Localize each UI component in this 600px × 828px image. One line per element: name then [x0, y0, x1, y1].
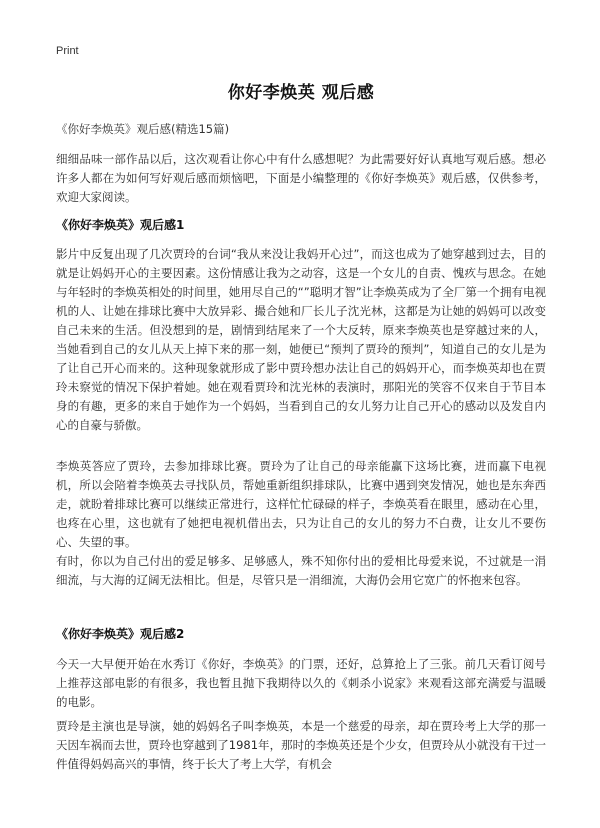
document-title: 你好李焕英 观后感 [227, 83, 375, 103]
intro-paragraph: 细细品味一部作品以后，这次观看让你心中有什么感想呢？为此需要好好认真地写观后感。想必许多人都在为如何写好观后感而烦恼吧，下面是小编整理的《你好李焕英》观后感，仅供参考，欢迎大家阅读。 [56, 152, 546, 204]
section-paragraph: 李焕英答应了贾玲，去参加排球比赛。贾玲为了让自己的母亲能赢下这场比赛，进而赢下电视机，所以会陪着李焕英去寻找队员，帮她重新组织排球队，比赛中遇到突发情况，她也是东奔西走，就盼着排球比赛可以继续正常进行，这样忙忙碌碌的样子，李焕英看在眼里，感动在心里，也疼在心里，这也就有了她把电视机借出去，只为让自己的女儿的努力不白费，让女儿不要伤心、失望的事。 [56, 459, 546, 549]
section-1-body [56, 245, 546, 435]
section-paragraph: 贾玲是主演也是导演，她的妈妈名子叫李焕英，本是一个慈爱的母亲，却在贾玲考上大学的那一天因车祸而去世，贾玲也穿越到了1981年，那时的李焕英还是个少女，但贾玲从小就没有干过一件值得妈妈高兴的事情，终于长大了考上大学，有机会 [56, 719, 546, 771]
section-2-body [56, 655, 546, 712]
section-2-body-2 [56, 717, 546, 774]
intro-block [56, 150, 546, 207]
section-paragraph: 有时，你以为自己付出的爱足够多、足够感人，殊不知你付出的爱相比母爱来说，不过就是一涓细流，与大海的辽阔无法相比。但是，尽管只是一涓细流，大海仍会用它宽广的怀抱来包容。 [56, 554, 546, 587]
section-1-body-2 [56, 457, 546, 552]
document-subtitle: 《你好李焕英》观后感(精选15篇) [56, 122, 230, 136]
section-heading: 《你好李焕英》观后感1 [56, 218, 185, 232]
section-heading: 《你好李焕英》观后感2 [56, 627, 185, 641]
section-1-body-3 [56, 552, 546, 590]
section-2 [56, 625, 546, 642]
document-page [56, 0, 546, 828]
section-paragraph: 影片中反复出现了几次贾玲的台词“我从来没让我妈开心过”，而这也成为了她穿越到过去，目的就是让妈妈开心的主要因素。这份情感让我为之动容，这是一个女儿的自责、愧疚与思念。在她与年轻时的李焕英相处的时间里，她用尽自己的“”聪明才智”让李焕英成为了全厂第一个拥有电视机的人、让她在排球比赛中大放异彩、撮合她和厂长儿子沈光林，这都是为让她的妈妈可以改变自己未来的生活。但没想到的是，剧情到结尾来了一个大反转，原来李焕英也是穿越过来的人，当她看到自己的女儿从天上掉下来的那一刻，她便已“预判了贾玲的预判”，知道自己的女儿是为了让自己开心而来的。这种现象就形成了影中贾玲想办法让自己的妈妈开心，而李焕英却也在贾玲未察觉的情况下保护着她。她在观看贾玲和沈光林的表演时，那阳光的笑容不仅来自于节目本身的有趣，更多的来自于她作为一个妈妈，当看到自己的女儿努力让自己开心的感动以及发自内心的自豪与骄傲。 [56, 247, 546, 432]
section-paragraph: 今天一大早便开始在水秀订《你好，李焕英》的门票，还好，总算抢上了三张。前几天看订阅号上推荐这部电影的有很多，我也暂且抛下我期待以久的《刺杀小说家》来观看这部充满爱与温暖的电影。 [56, 657, 546, 709]
section-1 [56, 216, 546, 233]
print-link[interactable]: Print [56, 45, 79, 57]
